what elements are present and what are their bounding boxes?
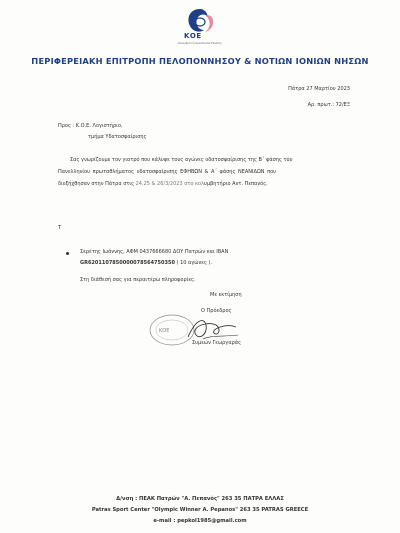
- date-line: Πάτρα 27 Μαρτίου 2023: [288, 86, 350, 92]
- document-heading: ΠΕΡΙΦΕΡΕΙΑΚΗ ΕΠΙΤΡΟΠΗ ΠΕΛΟΠΟΝΝΗΣΟΥ & ΝΟΤΙΩΝ ΙΟΝΙΩΝ ΝΗΣΩΝ: [31, 56, 369, 66]
- body-line-3-end: υμβητήριο Αντ. Πεπανός.: [204, 181, 268, 187]
- recipient-line-2: τμήμα Υδατοσφαίρισης: [88, 134, 147, 140]
- footer-address: Δ/νση : ΠΕΑΚ Πατρών "Α. Πεπανός" 263 35 ΠΑΤΡΑ ΕΛΛΑΣ: [116, 496, 284, 502]
- doctor-games: ( 10 αγώνες ).: [174, 260, 213, 266]
- signature-title: Ο Πρόεδρος: [201, 308, 232, 314]
- body-line-3: [58, 178, 360, 190]
- closing-line: Στη διάθεσή σας για περαιτέρω πληροφορίες.: [80, 277, 196, 283]
- svg-text:ΚΟΕ: ΚΟΕ: [159, 328, 170, 334]
- logo-acronym: ΚΟΕ: [184, 32, 202, 40]
- body-line-3-dates: 24,25 & 26/3/2023 στο κολ: [135, 181, 205, 187]
- footer-address-english: Patras Sport Center "Olympic Winner A. Pepanos" 263 35 PATRAS GREECE: [91, 507, 309, 513]
- doctor-line-1: Σερέτης Ιωάννης, ΑΦΜ 0437666680 ΔΟΥ Πατρών και IBAN: [80, 249, 229, 255]
- protocol-number: Αρ. πρωτ.: 72/ΕΞ: [307, 102, 350, 108]
- recipient-line-1: Προς : Κ.Ο.Ε. Λογιστήριο,: [58, 123, 123, 129]
- body-line-3-start: διεξήχθησαν στην Πάτρα στις: [58, 181, 136, 187]
- doctor-line-2: [80, 260, 212, 266]
- logo-tagline: Κολυμβητική Ομοσπονδία Ελλάδος: [178, 42, 222, 45]
- marker-letter: Τ: [58, 225, 62, 231]
- signature-name: Συμεών Γεωργαράς: [192, 340, 242, 346]
- footer-email: e-mail : pepkol1985@gmail.com: [153, 518, 247, 524]
- body-line-1: Σας γνωρίζουμε τον γιατρό που κάλυψε τους αγώνες υδατοσφαίρισης της Β΄ φάσης του: [70, 157, 293, 163]
- doctor-iban: GR6201107850000078564750350: [80, 260, 175, 266]
- body-line-2: Πανελληνίου πρωταθλήματος υδατοσφαίρισης ΕΦΗΒΩΝ & Α΄ φάσης ΝΕΑΝΙΔΩΝ που: [58, 169, 277, 175]
- bullet-icon: [66, 252, 69, 255]
- signature-greeting: Με εκτίμηση: [210, 292, 242, 298]
